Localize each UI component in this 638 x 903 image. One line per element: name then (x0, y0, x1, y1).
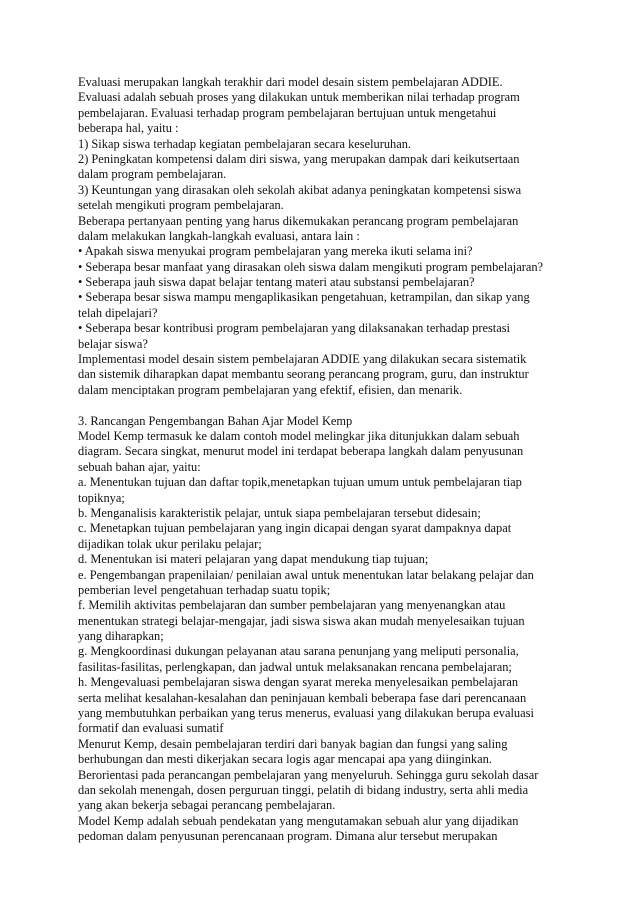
text-line: 3) Keuntungan yang dirasakan oleh sekolah akibat adanya peningkatan kompetensi siswa (78, 182, 522, 197)
text-line: beberapa hal, yaitu : (78, 121, 179, 136)
blank-line (78, 398, 568, 413)
text-line: c. Menetapkan tujuan pembelajaran yang ingin dicapai dengan syarat dampaknya dapat (78, 521, 512, 536)
text-line: Implementasi model desain sistem pembelajaran ADDIE yang dilakukan secara sistematik (78, 352, 527, 367)
text-line: • Seberapa besar siswa mampu mengaplikasikan pengetahuan, ketrampilan, dan sikap yang (78, 290, 530, 305)
text-line: formatif dan evaluasi sumatif (78, 721, 224, 736)
text-line: sebuah bahan ajar, yaitu: (78, 459, 201, 474)
text-line: dan sekolah menengah, dosen perguruan tinggi, pelatih di bidang industry, serta ahli media (78, 782, 529, 797)
text-line: f. Memilih aktivitas pembelajaran dan sumber pembelajaran yang menyenangkan atau (78, 598, 506, 613)
text-line: d. Menentukan isi materi pelajaran yang dapat mendukung tiap tujuan; (78, 552, 429, 567)
text-line: yang membutuhkan perbaikan yang terus menerus, evaluasi yang dilakukan berupa evaluasi (78, 706, 534, 721)
text-line: 2) Peningkatan kompetensi dalam diri siswa, yang merupakan dampak dari keikutsertaan (78, 151, 520, 166)
text-line: pedoman dalam penyusunan perencanaan program. Dimana alur tersebut merupakan (78, 829, 498, 844)
text-line: a. Menentukan tujuan dan daftar topik,menetapkan tujuan umum untuk pembelajaran tiap (78, 475, 522, 490)
text-line: dalam program pembelajaran. (78, 167, 227, 182)
text-line: pembelajaran. Evaluasi terhadap program pembelajaran bertujuan untuk mengetahui (78, 105, 497, 120)
text-line: dalam menciptakan program pembelajaran yang efektif, efisien, dan menarik. (78, 382, 463, 397)
text-line: e. Pengembangan prapenilaian/ penilaian awal untuk menentukan latar belakang pelajar dan (78, 567, 534, 582)
text-line: fasilitas-fasilitas, perlengkapan, dan jadwal untuk melaksanakan rencana pembelajaran; (78, 659, 512, 674)
text-line: yang akan bekerja sebagai perancang pembelajaran. (78, 798, 336, 813)
text-line: menentukan strategi belajar-mengajar, jadi siswa siswa akan mudah menyelesaikan tujuan (78, 613, 525, 628)
text-line: setelah mengikuti program pembelajaran. (78, 198, 284, 213)
text-line: • Seberapa besar manfaat yang dirasakan oleh siswa dalam mengikuti program pembelajaran? (78, 259, 544, 274)
text-line: Beberapa pertanyaan penting yang harus dikemukakan perancang program pembelajaran (78, 213, 519, 228)
text-line: b. Menganalisis karakteristik pelajar, untuk siapa pembelajaran tersebut didesain; (78, 505, 481, 520)
text-line: pemberian level pengetahuan terhadap suatu topik; (78, 582, 331, 597)
text-line: yang diharapkan; (78, 629, 164, 644)
text-line: diagram. Secara singkat, menurut model ini terdapat beberapa langkah dalam penyusunan (78, 444, 524, 459)
text-line: • Seberapa jauh siswa dapat belajar tentang materi atau substansi pembelajaran? (78, 275, 475, 290)
document-body (78, 75, 568, 845)
text-line: • Seberapa besar kontribusi program pembelajaran yang dilaksanakan terhadap prestasi (78, 321, 510, 336)
text-line: g. Mengkoordinasi dukungan pelayanan atau sarana penunjang yang meliputi personalia, (78, 644, 519, 659)
text-line: Berorientasi pada perancangan pembelajaran yang menyeluruh. Sehingga guru sekolah dasar (78, 767, 539, 782)
text-line: Menurut Kemp, desain pembelajaran terdiri dari banyak bagian dan fungsi yang saling (78, 736, 508, 751)
text-line: dalam melakukan langkah-langkah evaluasi, antara lain : (78, 228, 360, 243)
text-line: telah dipelajari? (78, 305, 158, 320)
text-line: topiknya; (78, 490, 125, 505)
text-line: Evaluasi merupakan langkah terakhir dari model desain sistem pembelajaran ADDIE. (78, 75, 503, 89)
text-line: dijadikan tolak ukur perilaku pelajar; (78, 536, 262, 551)
text-line: belajar siswa? (78, 336, 148, 351)
text-line: serta melihat kesalahan-kesalahan dan peninjauan kembali beberapa fase dari perencanaan (78, 690, 527, 705)
text-line: dan sistemik diharapkan dapat membantu seorang perancang program, guru, dan instruktur (78, 367, 529, 382)
text-line: Evaluasi adalah sebuah proses yang dilakukan untuk memberikan nilai terhadap program (78, 90, 520, 105)
text-line: Model Kemp adalah sebuah pendekatan yang mengutamakan sebuah alur yang dijadikan (78, 813, 519, 828)
text-line: h. Mengevaluasi pembelajaran siswa dengan syarat mereka menyelesaikan pembelajaran (78, 675, 519, 690)
text-line: 3. Rancangan Pengembangan Bahan Ajar Model Kemp (78, 413, 353, 428)
text-line: berhubungan dan mesti dikerjakan secara logis agar mencapai apa yang diinginkan. (78, 752, 492, 767)
text-line: • Apakah siswa menyukai program pembelajaran yang mereka ikuti selama ini? (78, 244, 473, 259)
text-line: 1) Sikap siswa terhadap kegiatan pembelajaran secara keseluruhan. (78, 136, 412, 151)
text-line: Model Kemp termasuk ke dalam contoh model melingkar jika ditunjukkan dalam sebuah (78, 428, 520, 443)
